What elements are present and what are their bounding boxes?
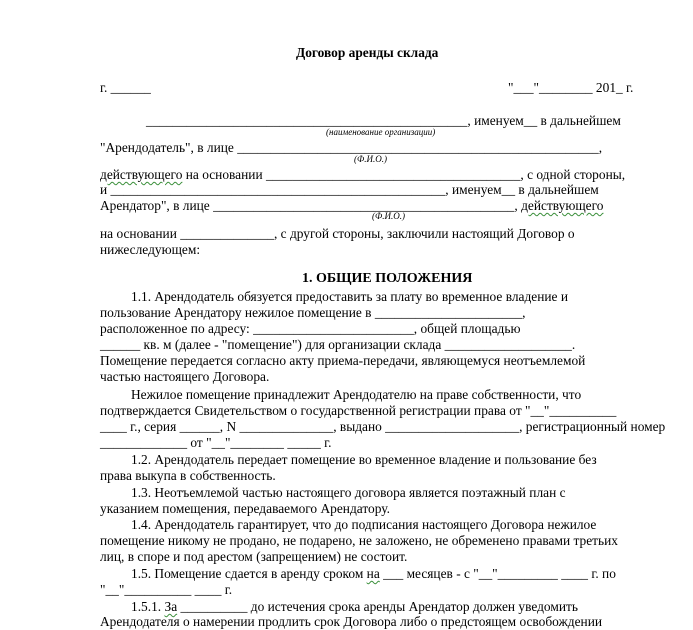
clause-1-4-line-2: помещение никому не продано, не подарено, не заложено, не обременено правами третьих — [100, 533, 618, 548]
clause-1-1-line-6: частью настоящего Договора. — [100, 369, 270, 384]
hereinafter-line: нижеследующем: — [100, 242, 201, 257]
lessee-representative-line: Арендатор", в лице _____________________________________________, действующего — [100, 198, 604, 213]
date-field: "___"________ 201_ г. — [508, 80, 634, 95]
clause-1-1-line-2: пользование Арендатору нежилое помещение в ______________________, — [100, 305, 526, 320]
clause-1-3-line-1: 1.3. Неотъемлемой частью настоящего договора является поэтажный план с — [131, 485, 566, 500]
spellcheck-word: действующего — [521, 198, 604, 213]
lessor-representative-line: "Арендодатель", в лице ______________________________________________________, — [100, 140, 603, 155]
section-1-heading: 1. ОБЩИЕ ПОЛОЖЕНИЯ — [302, 271, 473, 286]
lessee-basis-line: на основании ______________, с другой стороны, заключили настоящий Договор о — [100, 226, 575, 241]
clause-1-5-line-1: 1.5. Помещение сдается в аренду сроком на ___ месяцев - с "__"_________ ____ г. по — [131, 566, 616, 581]
spellcheck-word: на — [366, 566, 380, 581]
clause-1-1-line-5: Помещение передается согласно акту приема-передачи, являющемуся неотъемлемой — [100, 353, 586, 368]
clause-1-1-line-4: ______ кв. м (далее - "помещение") для организации склада ___________________. — [100, 337, 576, 352]
fio-caption-1: (Ф.И.О.) — [354, 154, 387, 164]
document-title: Договор аренды склада — [296, 45, 439, 60]
clause-1-2-line-2: права выкупа в собственность. — [100, 468, 276, 483]
lessor-basis-line: действующего на основании ______________________________________, с одной стороны, — [100, 167, 626, 182]
ownership-line-2: подтверждается Свидетельством о государственной регистрации права от "__"__________ — [100, 403, 617, 418]
clause-1-5-1-line-2: Арендодателя о намерении продлить срок Договора либо о предстоящем освобождении — [100, 614, 603, 629]
clause-1-4-line-1: 1.4. Арендодатель гарантирует, что до подписания настоящего Договора нежилое — [131, 517, 597, 532]
ownership-line-1: Нежилое помещение принадлежит Арендодателю на праве собственности, что — [131, 387, 582, 402]
clause-1-5-1-line-1: 1.5.1. За __________ до истечения срока аренды Арендатор должен уведомить — [131, 599, 578, 614]
ownership-line-3: ____ г., серия ______, N ______________, выдано ____________________, регистрационный номер — [100, 419, 666, 434]
spellcheck-word: действующего — [100, 167, 183, 182]
org-name-caption: (наименование организации) — [326, 127, 436, 137]
lessee-org-line: и __________________________________________________, именуем__ в дальнейшем — [100, 182, 599, 197]
city-field: г. ______ — [100, 80, 151, 95]
clause-1-3-line-2: указанием помещения, передаваемого Арендатору. — [100, 501, 390, 516]
clause-1-4-line-3: лиц, в споре и под арестом (запрещением) не состоит. — [100, 549, 408, 564]
lessor-org-line: ________________________________________________, именуем__ в дальнейшем — [146, 113, 621, 128]
fio-caption-2: (Ф.И.О.) — [372, 211, 405, 221]
spellcheck-word: За — [164, 599, 178, 614]
clause-1-2-line-1: 1.2. Арендодатель передает помещение во временное владение и пользование без — [131, 452, 597, 467]
clause-1-1-line-1: 1.1. Арендодатель обязуется предоставить за плату во временное владение и — [131, 289, 569, 304]
clause-1-1-line-3: расположенное по адресу: ________________________, общей площадью — [100, 321, 521, 336]
clause-1-5-line-2: "__"__________ ____ г. — [100, 582, 233, 597]
ownership-line-4: _____________ от "__"________ _____ г. — [100, 435, 332, 450]
